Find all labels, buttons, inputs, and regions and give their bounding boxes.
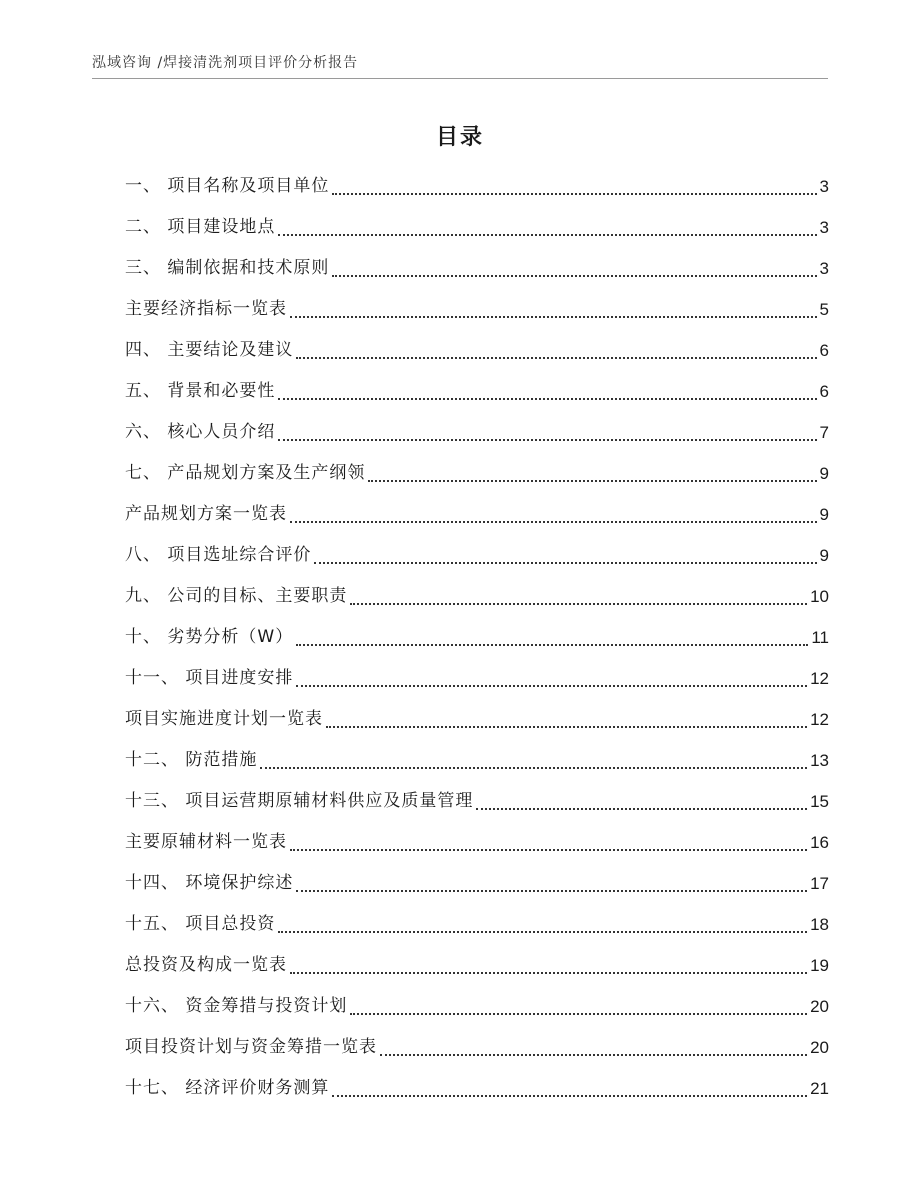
toc-dot-leader (290, 971, 807, 974)
running-header: 泓域咨询 /焊接清洗剂项目评价分析报告 (92, 55, 359, 71)
toc-dot-leader (290, 848, 807, 851)
toc-entry-label: 七、 产品规划方案及生产纲领 (125, 463, 366, 483)
toc-entry-page: 9 (819, 505, 829, 524)
toc-entry-page: 12 (810, 669, 829, 688)
toc-entry-label: 六、 核心人员介绍 (125, 422, 276, 442)
toc-entry-page: 12 (810, 710, 829, 729)
toc-entry[interactable] (125, 289, 829, 330)
toc-dot-leader (332, 1094, 807, 1097)
toc-entry[interactable] (125, 740, 829, 781)
toc-entry[interactable] (125, 248, 829, 289)
toc-entry-page: 20 (810, 1038, 829, 1057)
toc-entry-label: 总投资及构成一览表 (125, 955, 287, 975)
toc-entry-label: 十一、 项目进度安排 (125, 668, 294, 688)
toc-entry-label: 十、 劣势分析（W） (125, 627, 294, 647)
toc-entry[interactable] (125, 822, 829, 863)
toc-entry[interactable] (125, 781, 829, 822)
toc-entry[interactable] (125, 699, 829, 740)
toc-entry[interactable] (125, 945, 829, 986)
toc-dot-leader (368, 479, 816, 482)
toc-dot-leader (476, 807, 807, 810)
toc-dot-leader (296, 889, 807, 892)
toc-entry[interactable] (125, 1027, 829, 1068)
toc-dot-leader (278, 930, 807, 933)
toc-entry-page: 18 (810, 915, 829, 934)
toc-dot-leader (350, 1012, 807, 1015)
toc-entry-page: 3 (819, 259, 829, 278)
toc-dot-leader (332, 274, 816, 277)
toc-entry-page: 13 (810, 751, 829, 770)
toc-entry[interactable] (125, 412, 829, 453)
toc-dot-leader (278, 233, 816, 236)
toc-dot-leader (326, 725, 807, 728)
toc-entry-label: 十六、 资金筹措与投资计划 (125, 996, 348, 1016)
toc-entry[interactable] (125, 371, 829, 412)
toc-entry-label: 主要经济指标一览表 (125, 299, 287, 319)
toc-dot-leader (380, 1053, 807, 1056)
toc-entry-label: 十四、 环境保护综述 (125, 873, 294, 893)
toc-entry-page: 15 (810, 792, 829, 811)
toc-entry-page: 17 (810, 874, 829, 893)
toc-entry-page: 19 (810, 956, 829, 975)
toc-entry-page: 9 (819, 546, 829, 565)
toc-entry[interactable] (125, 535, 829, 576)
toc-entry[interactable] (125, 166, 829, 207)
toc-entry[interactable] (125, 617, 829, 658)
toc-entry[interactable] (125, 330, 829, 371)
toc-dot-leader (278, 438, 816, 441)
toc-entry[interactable] (125, 576, 829, 617)
toc-entry-page: 5 (819, 300, 829, 319)
toc-entry-label: 主要原辅材料一览表 (125, 832, 287, 852)
toc-entry-label: 五、 背景和必要性 (125, 381, 276, 401)
toc-title: 目录 (435, 125, 484, 150)
toc-entry-page: 20 (810, 997, 829, 1016)
toc-dot-leader (296, 643, 808, 646)
toc-dot-leader (296, 356, 816, 359)
toc-entry-page: 6 (819, 341, 829, 360)
toc-dot-leader (350, 602, 807, 605)
toc-entry[interactable] (125, 863, 829, 904)
toc-dot-leader (290, 520, 817, 523)
toc-entry-label: 产品规划方案一览表 (125, 504, 287, 524)
toc-dot-leader (296, 684, 807, 687)
toc-entry-page: 10 (810, 587, 829, 606)
toc-entry-label: 十二、 防范措施 (125, 750, 258, 770)
toc-entry-label: 十五、 项目总投资 (125, 914, 276, 934)
toc-entry-label: 项目实施进度计划一览表 (125, 709, 323, 729)
toc-entry-label: 九、 公司的目标、主要职责 (125, 586, 348, 606)
toc-entry[interactable] (125, 904, 829, 945)
toc-dot-leader (278, 397, 816, 400)
toc-entry-label: 八、 项目选址综合评价 (125, 545, 312, 565)
toc-entry-label: 四、 主要结论及建议 (125, 340, 294, 360)
toc-entry[interactable] (125, 658, 829, 699)
toc-entry[interactable] (125, 1068, 829, 1109)
toc-entry[interactable] (125, 207, 829, 248)
toc-dot-leader (260, 766, 807, 769)
toc-entry-page: 21 (810, 1079, 829, 1098)
toc-entry[interactable] (125, 494, 829, 535)
toc-entry-label: 十三、 项目运营期原辅材料供应及质量管理 (125, 791, 474, 811)
toc-entry[interactable] (125, 453, 829, 494)
toc-entry-page: 3 (819, 218, 829, 237)
toc-entry-page: 3 (819, 177, 829, 196)
toc-list (125, 166, 829, 1109)
toc-dot-leader (290, 315, 817, 318)
toc-entry-label: 二、 项目建设地点 (125, 217, 276, 237)
toc-dot-leader (332, 192, 816, 195)
toc-entry-label: 三、 编制依据和技术原则 (125, 258, 330, 278)
toc-entry[interactable] (125, 986, 829, 1027)
toc-entry-page: 9 (819, 464, 829, 483)
toc-dot-leader (314, 561, 816, 564)
toc-entry-label: 十七、 经济评价财务测算 (125, 1078, 330, 1098)
toc-entry-page: 11 (811, 628, 829, 647)
toc-entry-label: 一、 项目名称及项目单位 (125, 176, 330, 196)
toc-entry-label: 项目投资计划与资金筹措一览表 (125, 1037, 377, 1057)
toc-entry-page: 7 (819, 423, 829, 442)
header-divider (92, 78, 828, 79)
toc-entry-page: 16 (810, 833, 829, 852)
toc-entry-page: 6 (819, 382, 829, 401)
